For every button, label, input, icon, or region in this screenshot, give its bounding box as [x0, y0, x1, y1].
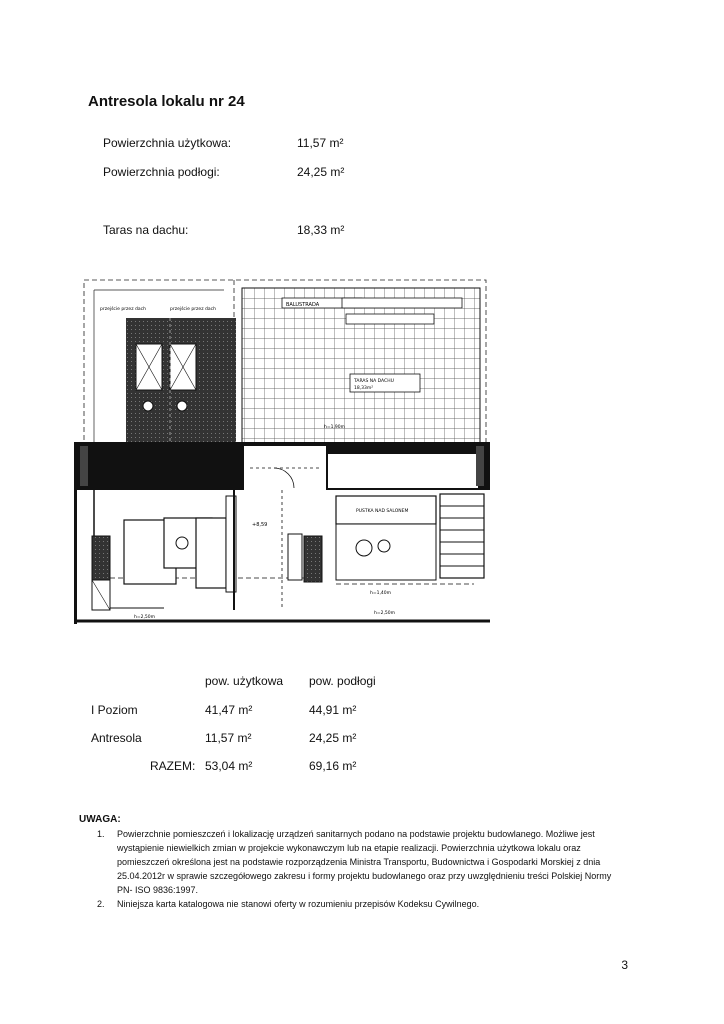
note-text: Powierzchnie pomieszczeń i lokalizację urządzeń sanitarnych podano na podstawie projektu budowlanego. Możliwe jest wystąpienie niewielkich zmian w projekcie wykonawczym lub na etapie realizacji. Powierzchnia użytkowa lokalu oraz pomieszczeń określona jest na podstawie rozporządzenia Ministra Transportu, Budownictwa i Gospodarki Morskiej z dnia 25.04.2012r w sprawie szczegółowego zakresu i formy projektu budowlanego oraz przy uwzględnieniu treści Polskiej Normy PN- ISO 9836:1997.	[117, 829, 612, 895]
summary-label-podlogi: Powierzchnia podłogi:	[103, 165, 220, 179]
page-number: 3	[621, 958, 628, 972]
table-row-label: Antresola	[91, 731, 142, 745]
note-text: Niniejsza karta katalogowa nie stanowi oferty w rozumieniu przepisów Kodeksu Cywilnego.	[117, 899, 480, 909]
table-total-podlogi: 69,16 m²	[309, 759, 357, 773]
plan-label-h1: h=1,40m	[370, 591, 392, 596]
table-total-uzytkowa: 53,04 m²	[205, 759, 253, 773]
plan-label-przejscie-2: przejście przez dach	[170, 307, 216, 312]
plan-label-taras: TARAS NA DACHU	[354, 379, 394, 384]
table-header-podlogi: pow. podłogi	[309, 674, 376, 688]
floor-plan-drawing	[74, 268, 490, 624]
note-item	[79, 897, 619, 911]
summary-value-uzytkowa: 11,57 m²	[297, 136, 344, 150]
plan-label-level: +8,59	[252, 522, 268, 528]
plan-label-balustrada: BALUSTRADA	[286, 302, 320, 308]
note-number: 1.	[97, 829, 105, 839]
plan-label-h3: h=2,50m	[374, 611, 396, 616]
plan-label-taras-area: 18,33m²	[354, 386, 374, 391]
note-item	[79, 827, 619, 897]
table-cell: 11,57 m²	[205, 731, 252, 745]
table-cell: 24,25 m²	[309, 731, 357, 745]
plan-label-pustka: PUSTKA NAD SALONEM	[356, 509, 409, 514]
note-number: 2.	[97, 899, 105, 909]
notes-heading: UWAGA:	[79, 814, 121, 825]
page-title: Antresola lokalu nr 24	[88, 93, 245, 110]
plan-label-h2: h=2,50m	[134, 615, 156, 620]
table-total-label: RAZEM:	[150, 759, 196, 773]
plan-label-h4: h=1,90m	[324, 425, 346, 430]
summary-label-taras: Taras na dachu:	[103, 223, 189, 237]
summary-label-uzytkowa: Powierzchnia użytkowa:	[103, 136, 232, 150]
table-cell: 41,47 m²	[205, 703, 253, 717]
summary-value-podlogi: 24,25 m²	[297, 165, 345, 179]
table-header-uzytkowa: pow. użytkowa	[205, 674, 284, 688]
table-row-label: I Poziom	[91, 703, 138, 717]
plan-label-przejscie-1: przejście przez dach	[100, 307, 146, 312]
notes-section	[79, 813, 619, 911]
summary-value-taras: 18,33 m²	[297, 223, 345, 237]
table-cell: 44,91 m²	[309, 703, 357, 717]
